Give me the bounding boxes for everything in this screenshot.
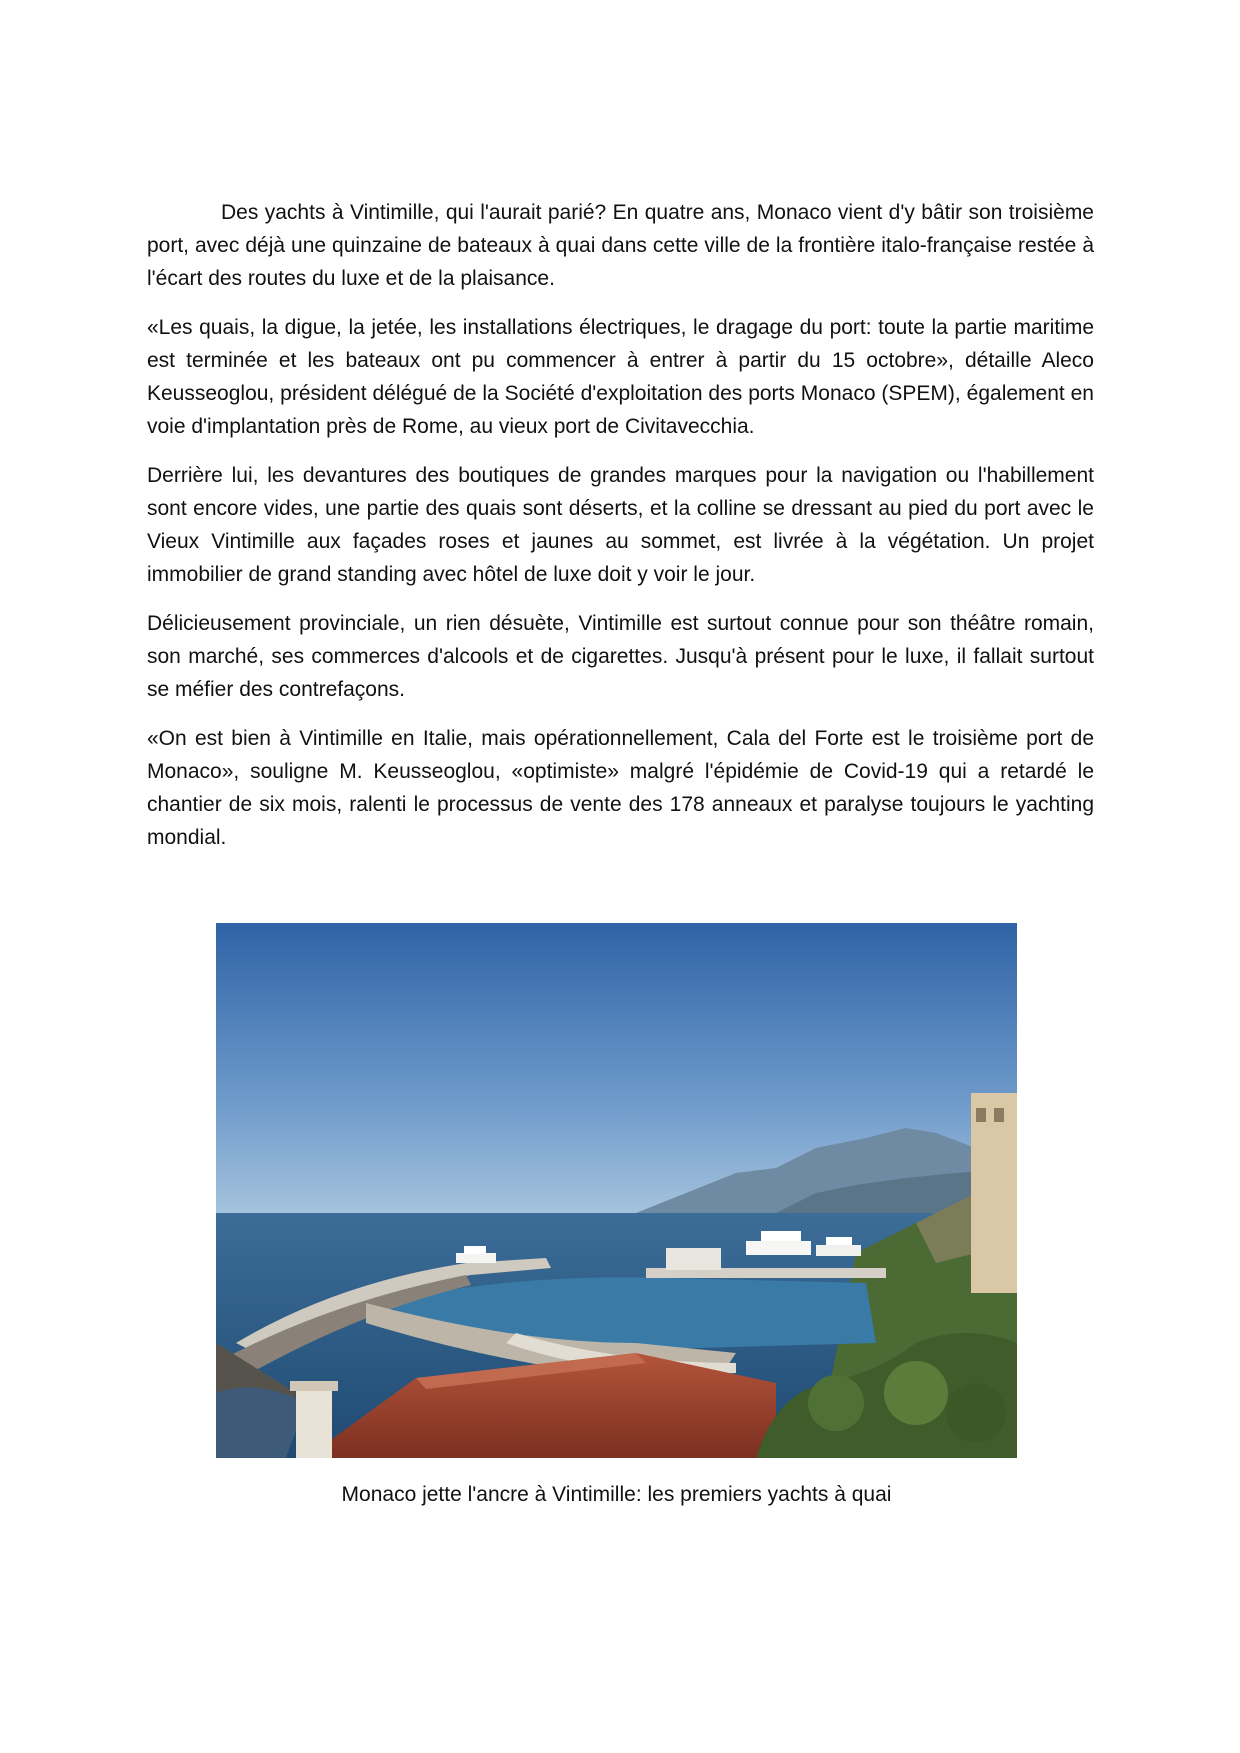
figure-caption: Monaco jette l'ancre à Vintimille: les premiers yachts à quai	[341, 1483, 892, 1506]
article-body	[147, 196, 1094, 870]
tower-building	[971, 1093, 1017, 1293]
harbor-photo	[216, 923, 1017, 1458]
chimney	[296, 1388, 332, 1458]
paragraph-quote-maritime: «Les quais, la digue, la jetée, les installations électriques, le dragage du port: toute la partie maritime est terminée et les bateaux ont pu commencer à entrer à partir du 15 octobre», détaille Aleco Keusseoglou, président délégué de la Société d'exploitation des ports Monaco (SPEM), également en voie d'implantation près de Rome, au vieux port de Civitavecchia.	[147, 316, 1094, 438]
paragraph-quote-keusseoglou: «On est bien à Vintimille en Italie, mais opérationnellement, Cala del Forte est le troisième port de Monaco», souligne M. Keusseoglou, «optimiste» malgré l'épidémie de Covid-19 qui a retardé le chantier de six mois, ralenti le processus de vente des 178 anneaux et paralyse toujours le yachting mondial.	[147, 727, 1094, 849]
paragraph-boutiques: Derrière lui, les devantures des boutiques de grandes marques pour la navigation ou l'habillement sont encore vides, une partie des quais sont déserts, et la colline se dressant au pied du port avec le Vieux Vintimille aux façades roses et jaunes au sommet, est livrée à la végétation. Un projet immobilier de grand standing avec hôtel de luxe doit y voir le jour.	[147, 464, 1094, 586]
paragraph-intro: Des yachts à Vintimille, qui l'aurait parié? En quatre ans, Monaco vient d'y bâtir son troisième port, avec déjà une quinzaine de bateaux à quai dans cette ville de la frontière italo-française restée à l'écart des routes du luxe et de la plaisance.	[147, 201, 1094, 290]
paragraph-provinciale: Délicieusement provinciale, un rien désuète, Vintimille est surtout connue pour son théâtre romain, son marché, ses commerces d'alcools et de cigarettes. Jusqu'à présent pour le luxe, il fallait surtout se méfier des contrefaçons.	[147, 612, 1094, 701]
